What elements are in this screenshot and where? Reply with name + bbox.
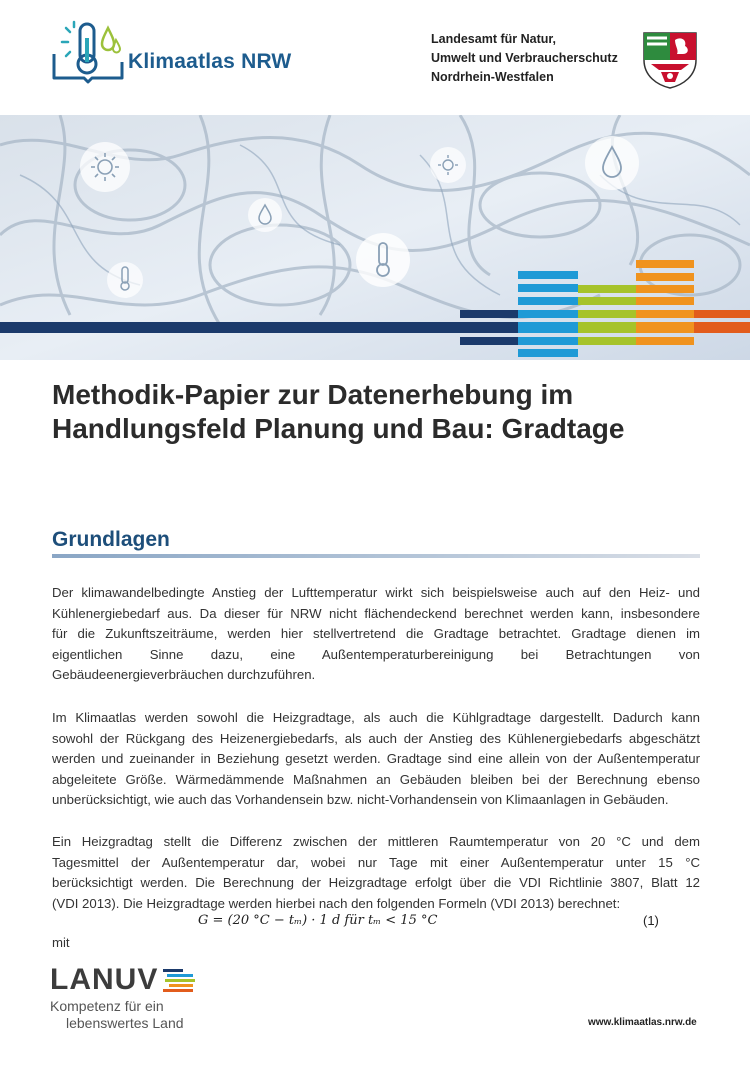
sun-icon bbox=[430, 147, 466, 183]
title-line: Methodik-Papier zur Datenerhebung im bbox=[52, 379, 574, 410]
header-banner bbox=[0, 115, 750, 360]
formula-number: (1) bbox=[643, 913, 659, 928]
paragraph-2 bbox=[52, 708, 700, 811]
paragraph-3 bbox=[52, 832, 700, 914]
text-line: Kühlenergiebedarf aus. Da dieser für NRW nicht flächendeckend berechnet werden kann, insbesondere bbox=[52, 605, 700, 621]
text-line: für die Zukunftszeiträume, werden hier stellvertretend die Gradtage betrachtet. Gradtage dienen im bbox=[52, 626, 700, 641]
text-line: Im Klimaatlas werden sowohl die Heizgradtage, als auch die Kühlgradtage dargestellt. Dadurch kann bbox=[52, 710, 700, 725]
text-line: berücksichtigt werden. Die Berechnung der Heizgradtage erfolgt über die VDI Richtlinie 3807, Blatt 12 bbox=[52, 875, 700, 890]
klimaatlas-logo-text: Klimaatlas NRW bbox=[128, 50, 292, 73]
lanuv-logo-bars-icon bbox=[163, 969, 197, 995]
website-url: www.klimaatlas.nrw.de bbox=[588, 1017, 697, 1028]
formula: G = (20 °C − tₘ) · 1 d für tₘ < 15 °C bbox=[198, 913, 438, 928]
text-line: unberücksichtigt, wie auch das Vorhandensein bzw. nicht-Vorhandensein von Klimaanlagen in Gebäuden. bbox=[52, 792, 669, 807]
text-line: sowohl der Rückgang des Heizenergiebedarfs, als auch der Anstieg des Kühlenergiebedarfs abgeschätzt bbox=[52, 730, 700, 746]
agency-name bbox=[431, 30, 618, 87]
thermometer-icon bbox=[107, 262, 143, 298]
paragraph-1 bbox=[52, 583, 700, 686]
section-heading: Grundlagen bbox=[52, 528, 170, 551]
text-line: Der klimawandelbedingte Anstieg der Lufttemperatur wirkt sich beispielsweise auch auf den Heiz- und bbox=[52, 585, 700, 600]
text-line: (VDI 2013). Die Heizgradtage werden hierbei nach den folgenden Formeln (VDI 2013) berechnet: bbox=[52, 895, 621, 911]
text-line: Ein Heizgradtag stellt die Differenz zwischen der mittleren Raumtemperatur von 20 °C und dem bbox=[52, 834, 700, 849]
lanuv-logo-text: LANUV bbox=[50, 963, 159, 996]
text-line: eigentlichen Sinne dazu, eine Außentemperaturbereinigung bei Betrachtungen von bbox=[52, 646, 700, 662]
agency-line: Nordrhein-Westfalen bbox=[431, 70, 554, 84]
tagline-line: lebenswertes Land bbox=[66, 1015, 184, 1031]
water-drop-icon bbox=[585, 136, 639, 190]
lanuv-tagline bbox=[50, 998, 184, 1032]
sun-icon bbox=[80, 142, 130, 192]
nrw-coat-of-arms-icon bbox=[641, 30, 699, 90]
tagline-line: Kompetenz für ein bbox=[50, 998, 164, 1014]
water-drop-icon bbox=[248, 198, 282, 232]
text-line: Gebäudeenergieverbräuchen durchzuführen. bbox=[52, 667, 316, 682]
mit-label: mit bbox=[52, 935, 70, 950]
section-divider bbox=[52, 554, 700, 558]
thermometer-icon bbox=[356, 233, 410, 287]
agency-line: Landesamt für Natur, bbox=[431, 32, 557, 46]
title-line: Handlungsfeld Planung und Bau: Gradtage bbox=[52, 413, 625, 444]
document-title bbox=[52, 378, 712, 446]
klimaatlas-logo-icon bbox=[50, 18, 130, 86]
agency-line: Umwelt und Verbraucherschutz bbox=[431, 51, 618, 65]
text-line: Tagesmittel der Außentemperatur dar, wobei nur Tage mit einer Außentemperatur unter 15 °C bbox=[52, 854, 700, 870]
text-line: abgeleitete Größe. Wärmedämmende Maßnahmen an Gebäuden bleiben bei der Berechnung ebenso bbox=[52, 771, 700, 787]
text-line: werden und zueinander in Beziehung gesetzt werden. Gradtage sind eine allein von der Außentemperatur bbox=[52, 751, 700, 766]
